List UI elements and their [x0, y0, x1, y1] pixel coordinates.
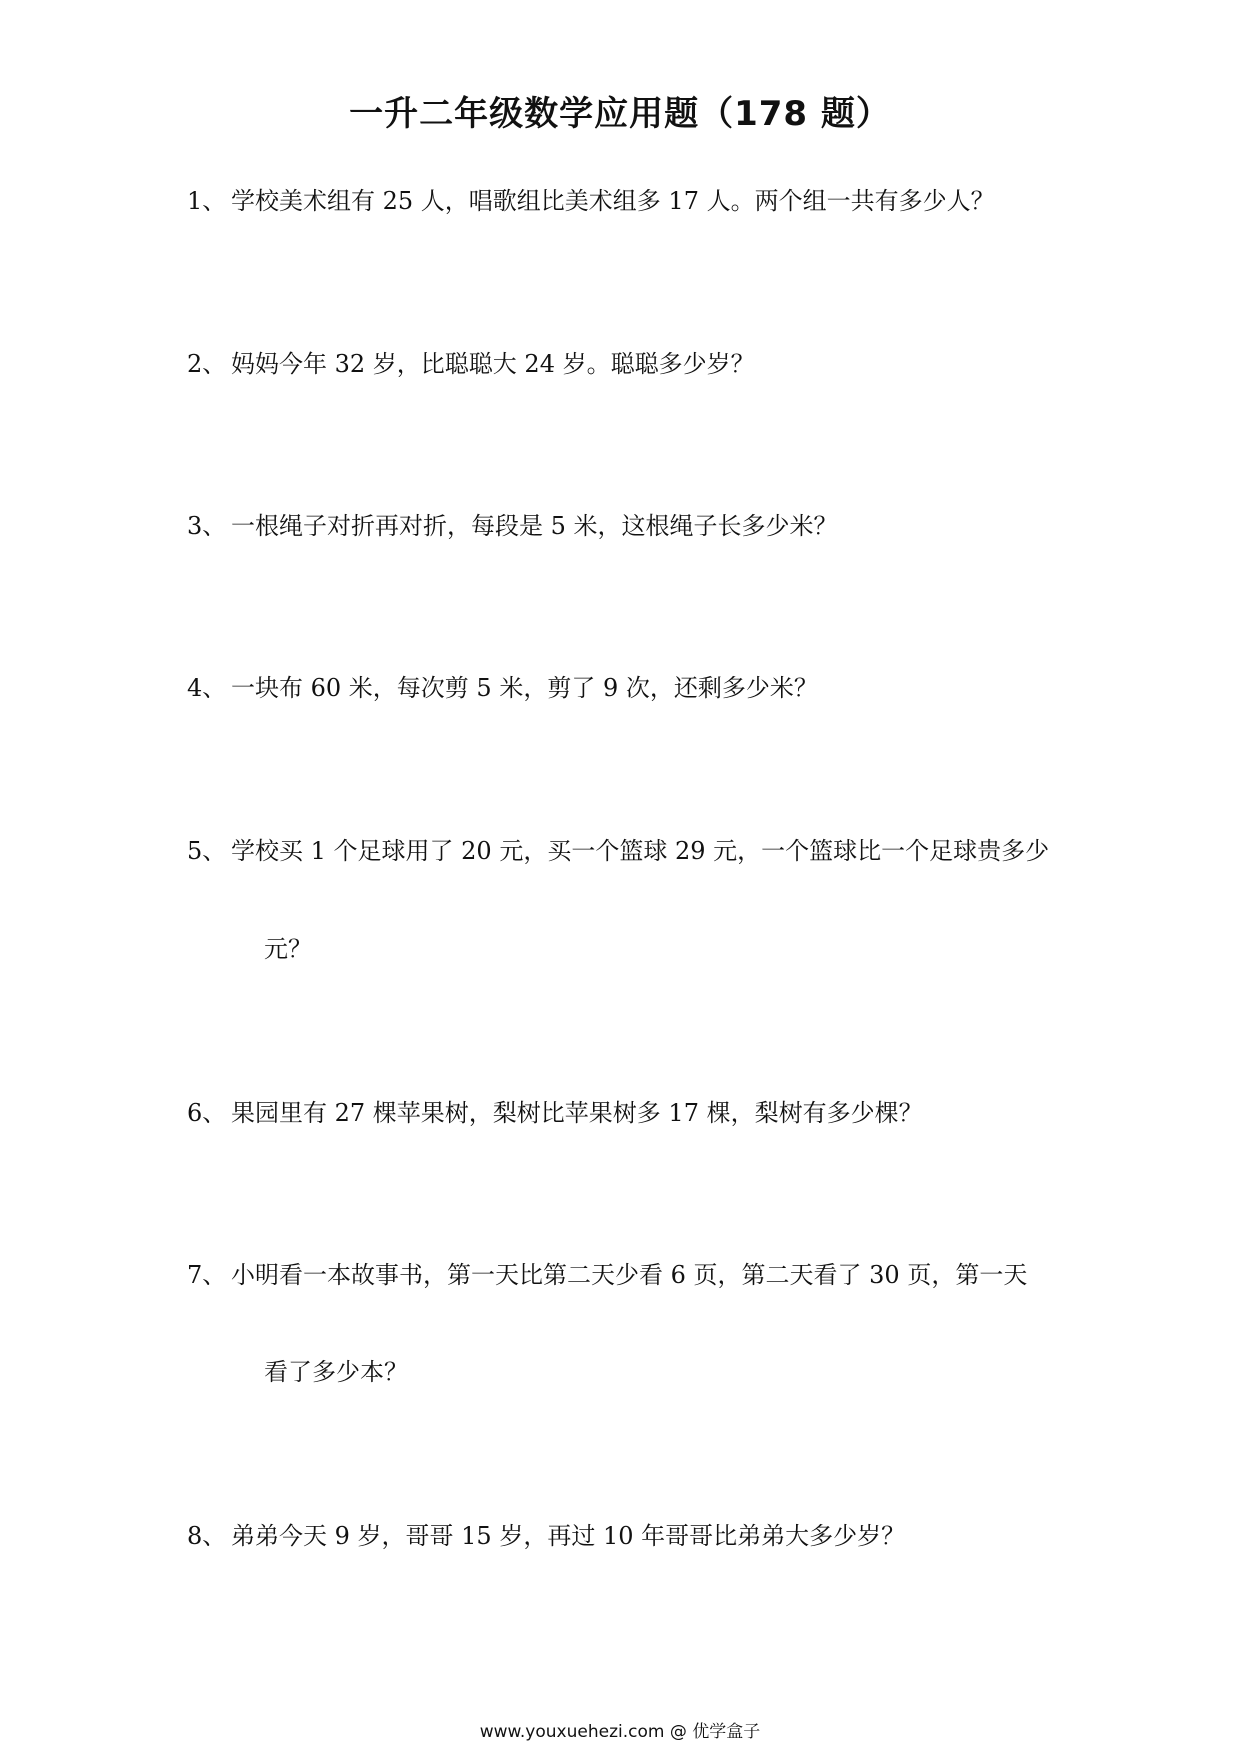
question-7-continuation: [264, 1355, 408, 1389]
question-text: 果园里有 27 棵苹果树，梨树比苹果树多 17 棵，梨树有多少棵？: [231, 1099, 923, 1127]
question-text: 学校美术组有 25 人，唱歌组比美术组多 17 人。两个组一共有多少人？: [231, 187, 995, 215]
question-5-continuation: [264, 932, 312, 966]
question-text: 妈妈今年 32 岁，比聪聪大 24 岁。聪聪多少岁？: [231, 350, 755, 378]
question-text-continued: 看了多少本？: [264, 1358, 408, 1386]
question-7: [187, 1258, 1027, 1292]
question-number: 4、: [187, 674, 227, 702]
page-footer: www.youxuehezi.com @ 优学盒子: [479, 1722, 761, 1742]
question-number: 8、: [187, 1522, 227, 1550]
question-text-continued: 元？: [264, 935, 312, 963]
question-5: [187, 834, 1049, 868]
question-text: 一块布 60 米，每次剪 5 米，剪了 9 次，还剩多少米？: [231, 674, 818, 702]
question-number: 5、: [187, 837, 227, 865]
question-number: 3、: [187, 512, 227, 540]
page-title: 一升二年级数学应用题（178 题）: [349, 94, 891, 134]
question-8: [187, 1519, 905, 1553]
question-1: [187, 184, 995, 218]
question-4: [187, 671, 818, 705]
question-text: 弟弟今天 9 岁，哥哥 15 岁，再过 10 年哥哥比弟弟大多少岁？: [231, 1522, 906, 1550]
question-number: 6、: [187, 1099, 227, 1127]
question-6: [187, 1096, 923, 1130]
question-3: [187, 509, 838, 543]
question-number: 7、: [187, 1261, 227, 1289]
question-text: 一根绳子对折再对折，每段是 5 米，这根绳子长多少米？: [231, 512, 838, 540]
question-text: 小明看一本故事书，第一天比第二天少看 6 页，第二天看了 30 页，第一天: [231, 1261, 1028, 1289]
question-number: 1、: [187, 187, 227, 215]
question-number: 2、: [187, 350, 227, 378]
question-2: [187, 347, 755, 381]
question-text: 学校买 1 个足球用了 20 元，买一个篮球 29 元，一个篮球比一个足球贵多少: [231, 837, 1050, 865]
